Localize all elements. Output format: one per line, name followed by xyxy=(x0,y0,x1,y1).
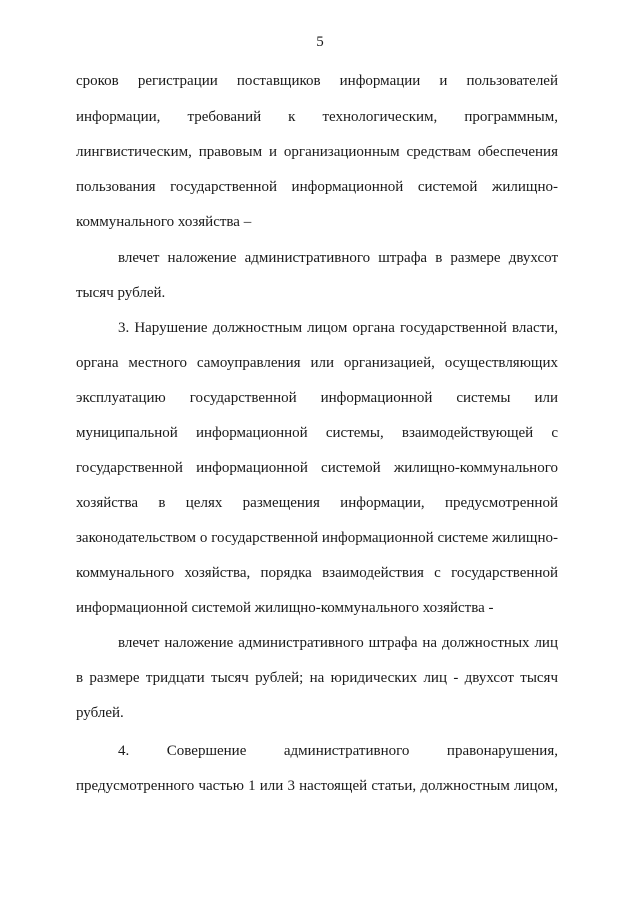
text-line: тысяч рублей. xyxy=(76,285,166,301)
text-line: органа местного самоуправления или организацией, осуществляющих xyxy=(76,355,558,371)
text-line: рублей. xyxy=(76,705,124,721)
text-line: государственной информационной системой жилищно-коммунального xyxy=(76,460,558,476)
page-number: 5 xyxy=(316,34,324,50)
text-line: пользования государственной информационной системой жилищно- xyxy=(76,179,558,195)
text-line: информационной системой жилищно-коммунального хозяйства - xyxy=(76,600,494,616)
text-line: муниципальной информационной системы, взаимодействующей с xyxy=(76,425,558,441)
text-line: эксплуатацию государственной информационной системы или xyxy=(76,390,558,406)
text-line: предусмотренного частью 1 или 3 настоящей статьи, должностным лицом, xyxy=(76,778,558,794)
text-line: информации, требований к технологическим, программным, xyxy=(76,109,558,125)
text-line: коммунального хозяйства – xyxy=(76,214,252,230)
text-line: влечет наложение административного штрафа на должностных лиц xyxy=(118,635,558,651)
text-line: лингвистическим, правовым и организационным средствам обеспечения xyxy=(76,144,558,160)
text-line: 4. Совершение административного правонарушения, xyxy=(118,743,558,759)
text-line: влечет наложение административного штрафа в размере двухсот xyxy=(118,250,558,266)
text-line: сроков регистрации поставщиков информации и пользователей xyxy=(76,73,558,89)
text-line: в размере тридцати тысяч рублей; на юридических лиц - двухсот тысяч xyxy=(76,670,558,686)
text-line: 3. Нарушение должностным лицом органа государственной власти, xyxy=(118,320,558,336)
text-line: коммунального хозяйства, порядка взаимодействия с государственной xyxy=(76,565,558,581)
text-line: законодательством о государственной информационной системе жилищно- xyxy=(76,530,558,546)
text-line: хозяйства в целях размещения информации, предусмотренной xyxy=(76,495,558,511)
